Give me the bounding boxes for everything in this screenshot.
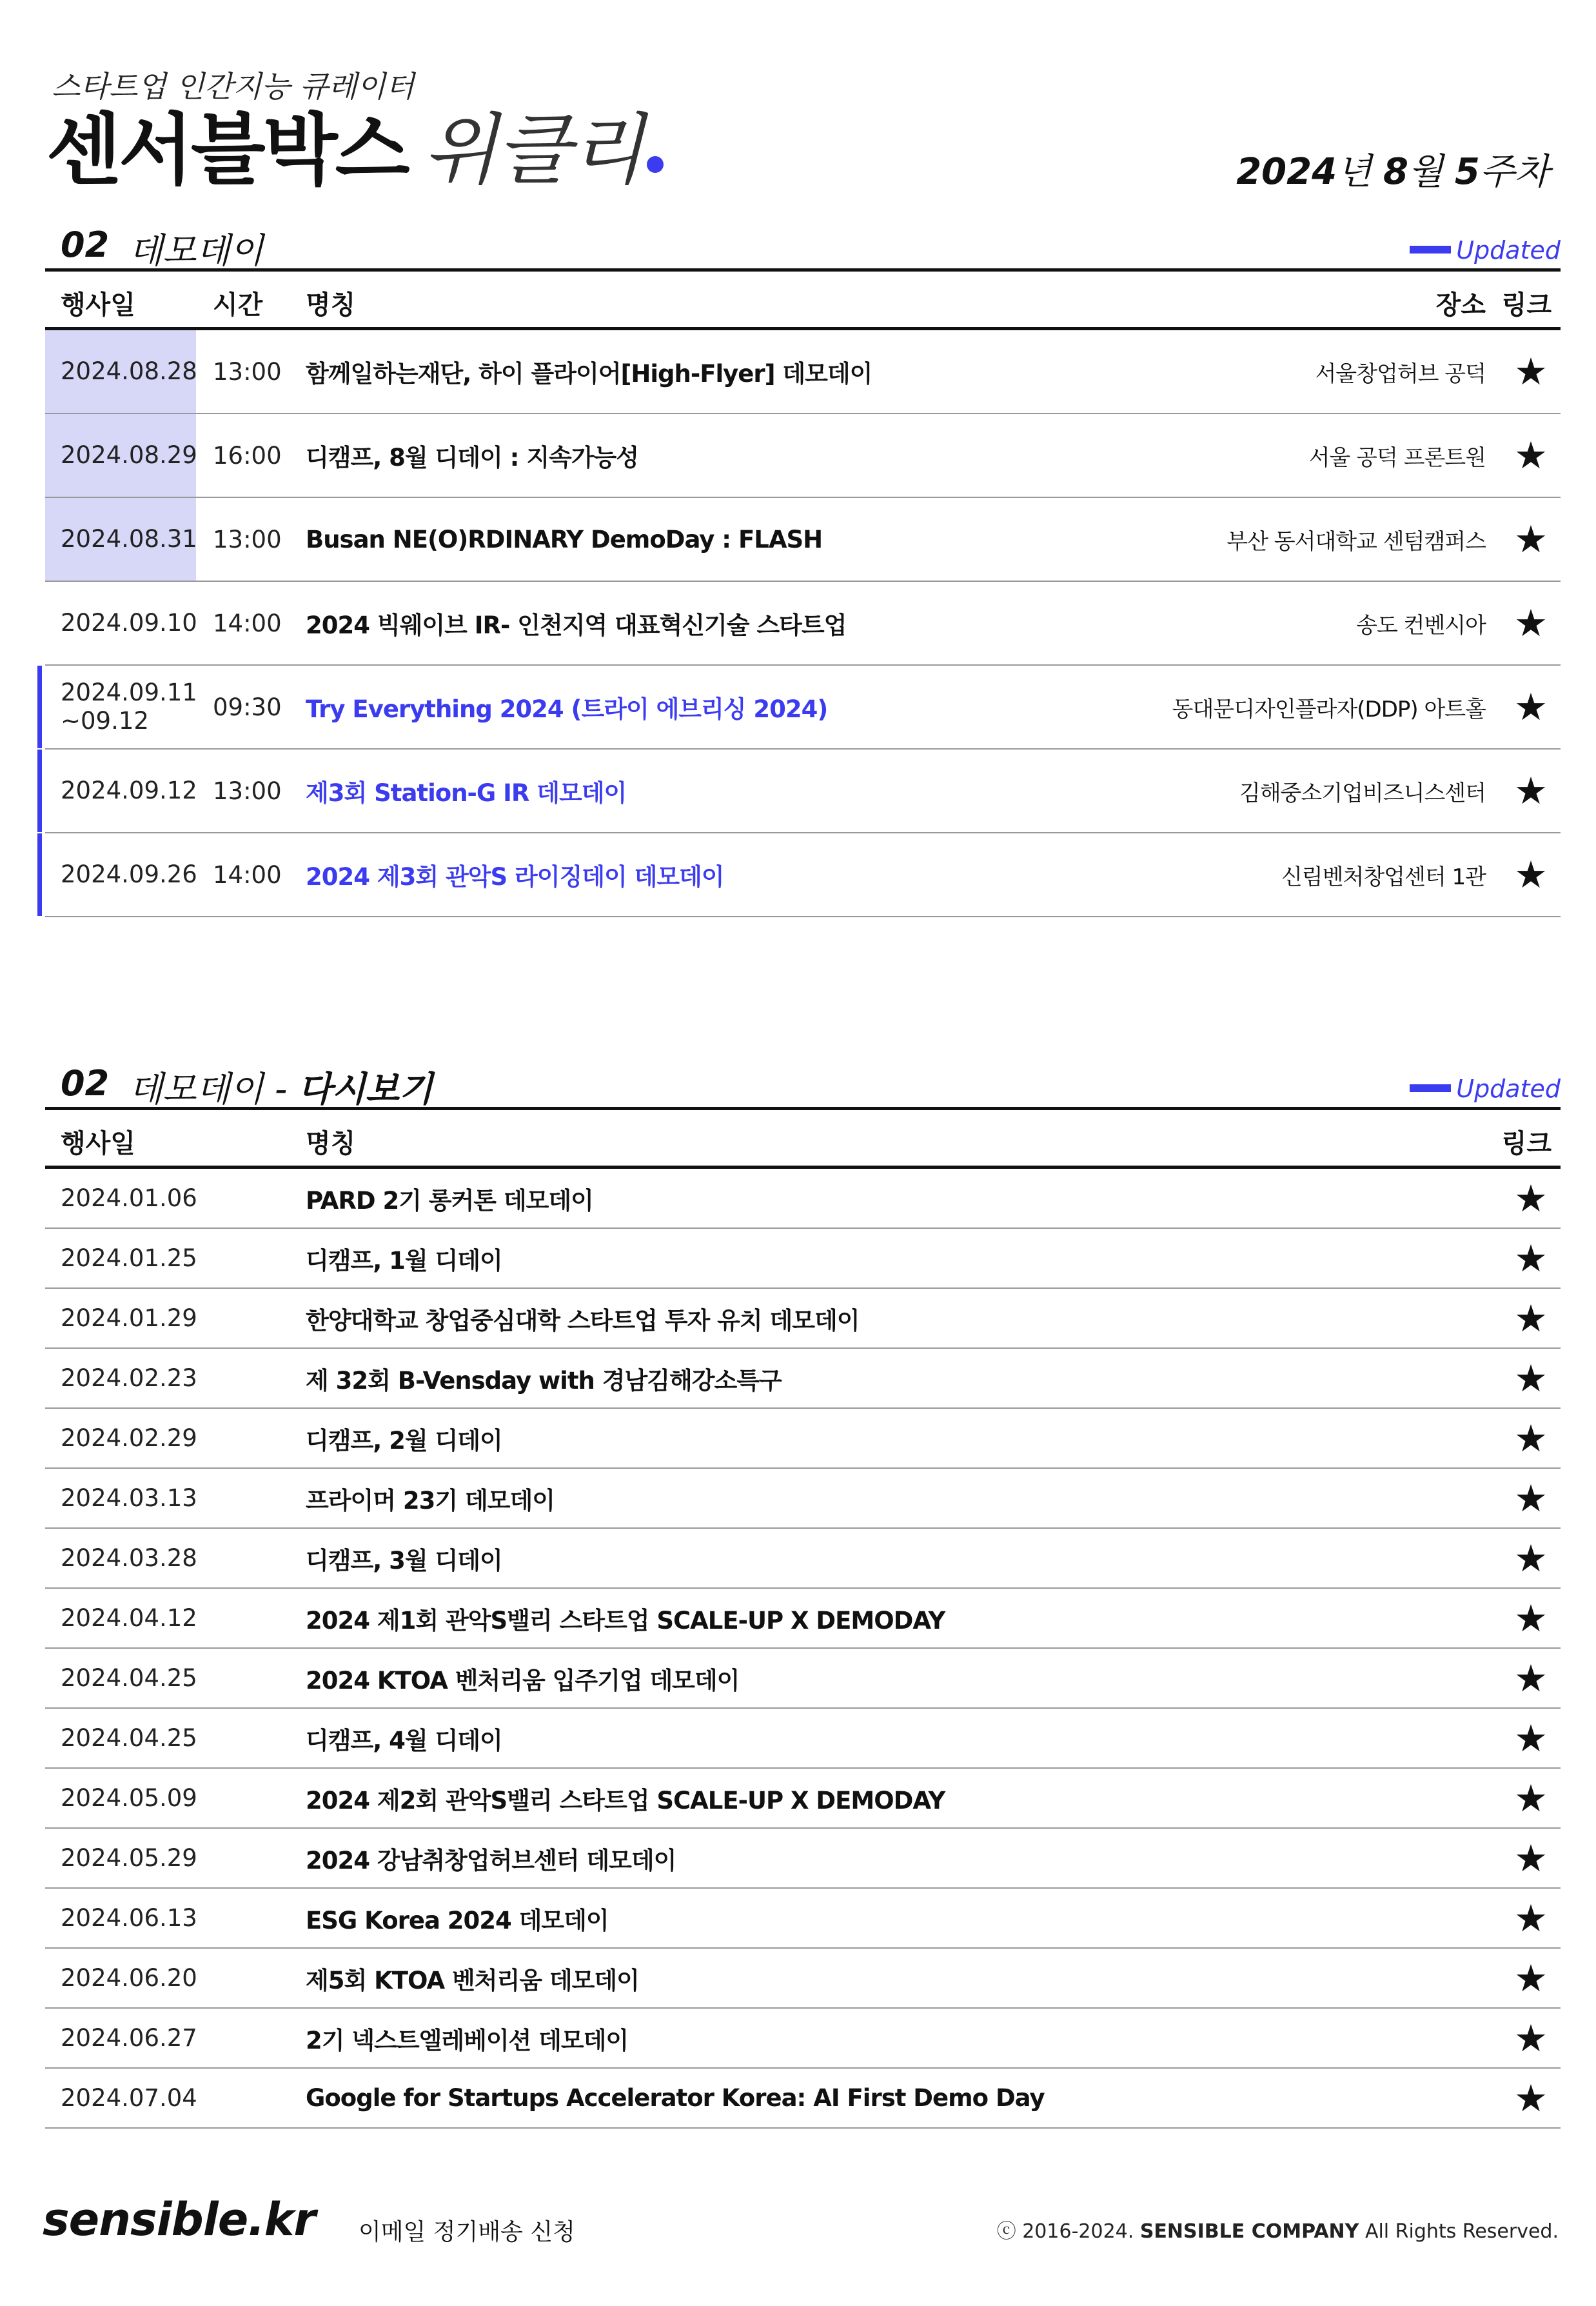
star-link-icon[interactable]: ★	[1514, 350, 1548, 393]
table-row	[45, 1709, 1561, 1769]
issue-week-unit: 주차	[1479, 151, 1550, 193]
table-row	[45, 330, 1561, 414]
row-date-end: ~09.12	[61, 707, 149, 735]
row-title: Busan NE(O)RDINARY DemoDay : FLASH	[306, 525, 823, 553]
issue-year-unit: 년	[1337, 151, 1383, 193]
brand-sub: 위클리	[422, 106, 644, 195]
table-row	[45, 498, 1561, 582]
table-row	[45, 1769, 1561, 1829]
updated-label: Updated	[1456, 236, 1561, 264]
row-place: 송도 컨벤시아	[1356, 612, 1486, 639]
issue-week: 5	[1454, 151, 1480, 193]
demoday-section-title	[45, 219, 1561, 271]
issue-month: 8	[1383, 151, 1408, 193]
demoday-table-header	[45, 272, 1561, 330]
col-date: 행사일	[61, 290, 135, 320]
row-date: 2024.03.28	[61, 1544, 197, 1572]
row-title: 2024 제2회 관악S밸리 스타트업 SCALE-UP X DEMODAY	[306, 1786, 945, 1814]
table-row	[45, 833, 1561, 917]
table-row	[45, 1469, 1561, 1529]
row-time: 13:00	[213, 777, 282, 805]
row-title: 2024 빅웨이브 IR- 인천지역 대표혁신기술 스타트업	[306, 611, 847, 639]
star-link-icon[interactable]: ★	[1514, 1236, 1548, 1280]
row-date-start: 2024.09.11	[61, 679, 197, 706]
star-link-icon[interactable]: ★	[1514, 1416, 1548, 1460]
row-title: 프라이머 23기 데모데이	[306, 1486, 555, 1515]
row-date: 2024.04.25	[61, 1724, 197, 1752]
row-time: 16:00	[213, 441, 282, 470]
row-title: Google for Startups Accelerator Korea: AI First Demo Day	[306, 2084, 1045, 2112]
row-date: 2024.06.13	[61, 1903, 197, 1932]
table-row	[45, 1529, 1561, 1589]
row-date: 2024.09.10	[61, 609, 197, 637]
star-link-icon[interactable]: ★	[1514, 601, 1548, 645]
row-date	[45, 666, 196, 748]
issue-year: 2024	[1236, 151, 1337, 193]
row-title: 2024 KTOA 벤처리움 입주기업 데모데이	[306, 1666, 740, 1695]
table-row	[45, 1409, 1561, 1469]
star-link-icon[interactable]: ★	[1514, 769, 1548, 813]
updated-bar-icon	[1410, 1084, 1451, 1092]
section-number: 02	[61, 224, 110, 265]
row-date: 2024.09.12	[61, 777, 197, 804]
issue-label	[1236, 143, 1550, 195]
row-date: 2024.05.09	[61, 1784, 197, 1812]
updated-bar-icon	[1410, 246, 1451, 253]
brand-dot-icon	[647, 156, 664, 173]
subscribe-link[interactable]: 이메일 정기배송 신청	[359, 2219, 575, 2245]
copyright	[997, 2215, 1559, 2243]
star-link-icon[interactable]: ★	[1514, 1836, 1548, 1880]
table-row	[45, 1229, 1561, 1289]
star-link-icon[interactable]: ★	[1514, 2016, 1548, 2060]
brand-title	[46, 106, 664, 196]
row-title: PARD 2기 롱커톤 데모데이	[306, 1186, 593, 1215]
table-row	[45, 1289, 1561, 1349]
updated-badge	[1410, 236, 1561, 264]
row-date: 2024.05.29	[61, 1844, 197, 1872]
row-time: 09:30	[213, 693, 282, 721]
star-link-icon[interactable]: ★	[1514, 1536, 1548, 1580]
row-title: 디캠프, 2월 디데이	[306, 1426, 502, 1455]
row-date: 2024.04.25	[61, 1664, 197, 1692]
row-date: 2024.08.28	[45, 330, 196, 413]
row-title: Try Everything 2024 (트라이 에브리싱 2024)	[306, 695, 828, 723]
section-number: 02	[61, 1063, 110, 1104]
star-link-icon[interactable]: ★	[1514, 1716, 1548, 1760]
row-title: 2기 넥스트엘레베이션 데모데이	[306, 2026, 629, 2054]
row-title: 한양대학교 창업중심대학 스타트업 투자 유치 데모데이	[306, 1306, 860, 1335]
row-time: 13:00	[213, 357, 282, 386]
replay-section	[45, 1058, 1561, 2129]
brand-main: 센서블박스	[46, 106, 408, 195]
new-row-marker	[37, 750, 42, 832]
row-place: 서울창업허브 공덕	[1315, 361, 1486, 387]
section-name-main: 데모데이	[129, 1069, 264, 1109]
row-time: 13:00	[213, 525, 282, 553]
section-name-sep: -	[263, 1069, 299, 1109]
table-row	[45, 414, 1561, 498]
row-date: 2024.08.29	[45, 414, 196, 497]
company-name: SENSIBLE COMPANY	[1139, 2220, 1359, 2243]
demoday-section	[45, 219, 1561, 917]
row-place: 부산 동서대학교 센텀캠퍼스	[1227, 528, 1486, 555]
table-row	[45, 2069, 1561, 2129]
col-place: 장소	[1435, 290, 1486, 320]
star-link-icon[interactable]: ★	[1514, 1596, 1548, 1640]
col-link: 링크	[1501, 290, 1552, 320]
updated-badge	[1410, 1075, 1561, 1103]
col-time: 시간	[213, 290, 263, 320]
table-row	[45, 1889, 1561, 1949]
table-row	[45, 2009, 1561, 2069]
star-link-icon[interactable]: ★	[1514, 1176, 1548, 1220]
row-title: 디캠프, 1월 디데이	[306, 1246, 502, 1275]
row-date: 2024.09.26	[61, 860, 197, 888]
row-title: 디캠프, 3월 디데이	[306, 1546, 502, 1575]
row-place: 서울 공덕 프론트원	[1308, 444, 1486, 471]
table-row	[45, 750, 1561, 833]
footer-logo[interactable]: sensible.kr	[43, 2193, 315, 2246]
row-place: 동대문디자인플라자(DDP) 아트홀	[1172, 696, 1486, 722]
table-row	[45, 582, 1561, 666]
replay-section-title	[45, 1058, 1561, 1107]
col-name: 명칭	[306, 290, 356, 320]
star-link-icon[interactable]: ★	[1514, 1656, 1548, 1700]
copyright-rights: All Rights Reserved.	[1364, 2220, 1559, 2243]
star-link-icon[interactable]: ★	[1514, 433, 1548, 477]
row-date: 2024.02.29	[61, 1424, 197, 1452]
row-title: 디캠프, 4월 디데이	[306, 1726, 502, 1754]
col-name: 명칭	[306, 1129, 356, 1158]
row-date: 2024.02.23	[61, 1364, 197, 1392]
table-row	[45, 1169, 1561, 1229]
table-row	[45, 1589, 1561, 1649]
row-place: 김해중소기업비즈니스센터	[1239, 780, 1486, 806]
col-date: 행사일	[61, 1129, 135, 1158]
star-link-icon[interactable]: ★	[1514, 1776, 1548, 1820]
row-date: 2024.07.04	[61, 2083, 197, 2112]
row-date: 2024.01.29	[61, 1304, 197, 1332]
col-link: 링크	[1501, 1129, 1552, 1158]
row-title: 디캠프, 8월 디데이 : 지속가능성	[306, 444, 639, 472]
row-date: 2024.06.27	[61, 2023, 197, 2052]
row-time: 14:00	[213, 860, 282, 889]
row-title: 2024 제3회 관악S 라이징데이 데모데이	[306, 863, 724, 891]
table-row	[45, 1349, 1561, 1409]
new-row-marker	[37, 833, 42, 916]
copyright-prefix: ⓒ 2016-2024.	[996, 2220, 1134, 2243]
new-row-marker	[37, 666, 42, 748]
row-place: 신림벤처창업센터 1관	[1281, 864, 1486, 890]
section-name	[129, 1062, 433, 1111]
issue-month-unit: 월	[1408, 151, 1455, 193]
star-link-icon[interactable]: ★	[1514, 1896, 1548, 1940]
row-date: 2024.03.13	[61, 1484, 197, 1512]
row-title: 제 32회 B-Vensday with 경남김해강소특구	[306, 1366, 782, 1395]
star-link-icon[interactable]: ★	[1514, 1356, 1548, 1400]
star-link-icon[interactable]: ★	[1514, 2076, 1548, 2120]
row-title: 제5회 KTOA 벤처리움 데모데이	[306, 1966, 639, 1994]
row-time: 14:00	[213, 609, 282, 637]
row-title: 2024 강남취창업허브센터 데모데이	[306, 1846, 676, 1874]
row-date: 2024.01.06	[61, 1184, 197, 1212]
eyebrow-tagline: 스타트업 인간지능 큐레이터	[52, 69, 415, 104]
star-link-icon[interactable]: ★	[1514, 1476, 1548, 1520]
star-link-icon[interactable]: ★	[1514, 517, 1548, 561]
star-link-icon[interactable]: ★	[1514, 1296, 1548, 1340]
table-row	[45, 1949, 1561, 2009]
star-link-icon[interactable]: ★	[1514, 853, 1548, 897]
replay-rows	[45, 1169, 1561, 2129]
star-link-icon[interactable]: ★	[1514, 685, 1548, 729]
table-row	[45, 1829, 1561, 1889]
row-date: 2024.01.25	[61, 1244, 197, 1272]
row-title: ESG Korea 2024 데모데이	[306, 1906, 609, 1934]
row-date: 2024.08.31	[45, 498, 196, 581]
row-date: 2024.04.12	[61, 1604, 197, 1632]
row-date: 2024.06.20	[61, 1963, 197, 1992]
row-title: 제3회 Station-G IR 데모데이	[306, 779, 627, 807]
table-row	[45, 1649, 1561, 1709]
section-name-sub: 다시보기	[298, 1069, 433, 1109]
table-row	[45, 666, 1561, 750]
row-title: 2024 제1회 관악S밸리 스타트업 SCALE-UP X DEMODAY	[306, 1606, 945, 1635]
section-name: 데모데이	[129, 230, 264, 271]
row-title: 함께일하는재단, 하이 플라이어[High-Flyer] 데모데이	[306, 360, 872, 388]
updated-label: Updated	[1456, 1075, 1561, 1103]
star-link-icon[interactable]: ★	[1514, 1956, 1548, 2000]
replay-table-header	[45, 1110, 1561, 1169]
